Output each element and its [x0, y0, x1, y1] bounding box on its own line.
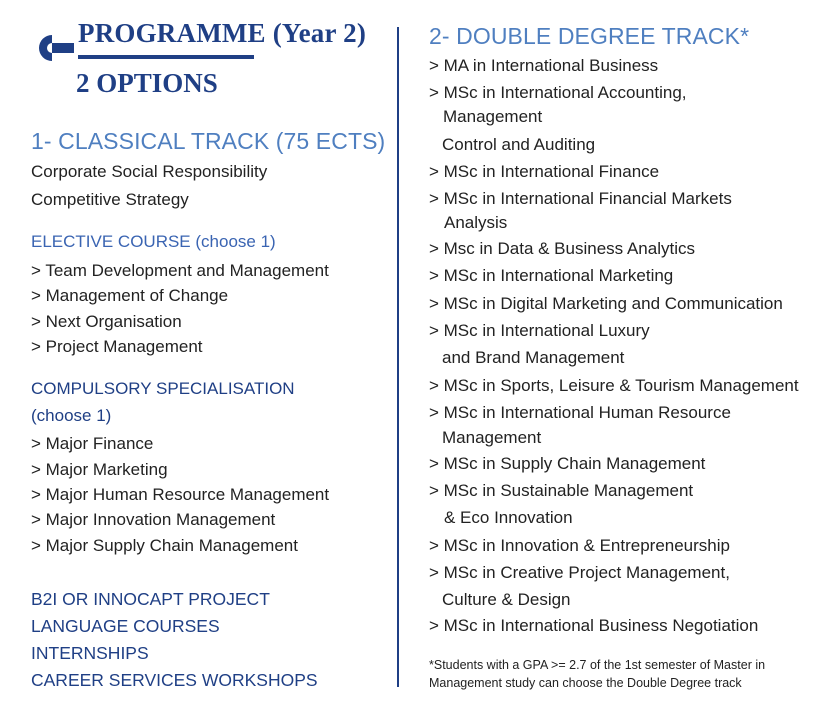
- degree-line: > MSc in International Business Negotiation: [429, 616, 759, 635]
- elective-item: > Project Management: [31, 337, 203, 356]
- degree-line: > MSc in International Luxury: [429, 321, 650, 340]
- degree-line: > MSc in Supply Chain Management: [429, 454, 706, 473]
- degree-line: Culture & Design: [442, 590, 571, 609]
- specialisation-heading: COMPULSORY SPECIALISATION: [31, 379, 295, 398]
- extra-component: LANGUAGE COURSES: [31, 616, 220, 636]
- core-course: Corporate Social Responsibility: [31, 162, 268, 181]
- degree-line: > MSc in Sports, Leisure & Tourism Management: [429, 376, 799, 395]
- degree-line: Management: [443, 107, 543, 126]
- programme-title: PROGRAMME (Year 2): [78, 18, 367, 48]
- degree-line: > MSc in International Financial Markets: [429, 189, 732, 208]
- degree-line: & Eco Innovation: [444, 508, 573, 527]
- options-subtitle: 2 OPTIONS: [76, 68, 218, 98]
- degree-line: > MSc in International Finance: [429, 162, 660, 181]
- degree-line: Analysis: [444, 213, 508, 232]
- degree-line: > MSc in International Human Resource: [429, 403, 731, 422]
- specialisation-heading-note: (choose 1): [31, 406, 112, 425]
- extra-component: CAREER SERVICES WORKSHOPS: [31, 670, 318, 690]
- elective-heading: ELECTIVE COURSE (choose 1): [31, 232, 276, 251]
- degree-line: > MSc in International Marketing: [429, 266, 674, 285]
- degree-line: > MSc in Innovation & Entrepreneurship: [429, 536, 730, 555]
- c-logo-icon: [30, 34, 74, 62]
- column-divider: [397, 27, 399, 687]
- degree-line: and Brand Management: [442, 348, 625, 367]
- degree-line: > MSc in Digital Marketing and Communication: [429, 294, 783, 313]
- specialisation-item: > Major Human Resource Management: [31, 485, 330, 504]
- degree-line: > MA in International Business: [429, 56, 659, 75]
- specialisation-item: > Major Innovation Management: [31, 510, 276, 529]
- degree-line: > MSc in Sustainable Management: [429, 481, 694, 500]
- title-underline: [78, 55, 254, 59]
- specialisation-item: > Major Marketing: [31, 460, 168, 479]
- degree-line: Management: [442, 428, 542, 447]
- degree-line: Control and Auditing: [442, 135, 596, 154]
- elective-item: > Next Organisation: [31, 312, 182, 331]
- degree-line: > MSc in International Accounting,: [429, 83, 687, 102]
- specialisation-item: > Major Finance: [31, 434, 154, 453]
- extra-component: INTERNSHIPS: [31, 643, 149, 663]
- degree-line: > Msc in Data & Business Analytics: [429, 239, 695, 258]
- elective-item: > Management of Change: [31, 286, 229, 305]
- specialisation-item: > Major Supply Chain Management: [31, 536, 298, 555]
- footnote: Management study can choose the Double Degree track: [429, 676, 742, 690]
- classical-track-heading: 1- CLASSICAL TRACK (75 ECTS): [31, 128, 386, 154]
- extra-component: B2I OR INNOCAPT PROJECT: [31, 589, 270, 609]
- double-degree-heading: 2- DOUBLE DEGREE TRACK*: [429, 23, 750, 49]
- core-course: Competitive Strategy: [31, 190, 189, 209]
- footnote: *Students with a GPA >= 2.7 of the 1st semester of Master in: [429, 658, 766, 672]
- degree-line: > MSc in Creative Project Management,: [429, 563, 730, 582]
- elective-item: > Team Development and Management: [31, 261, 329, 280]
